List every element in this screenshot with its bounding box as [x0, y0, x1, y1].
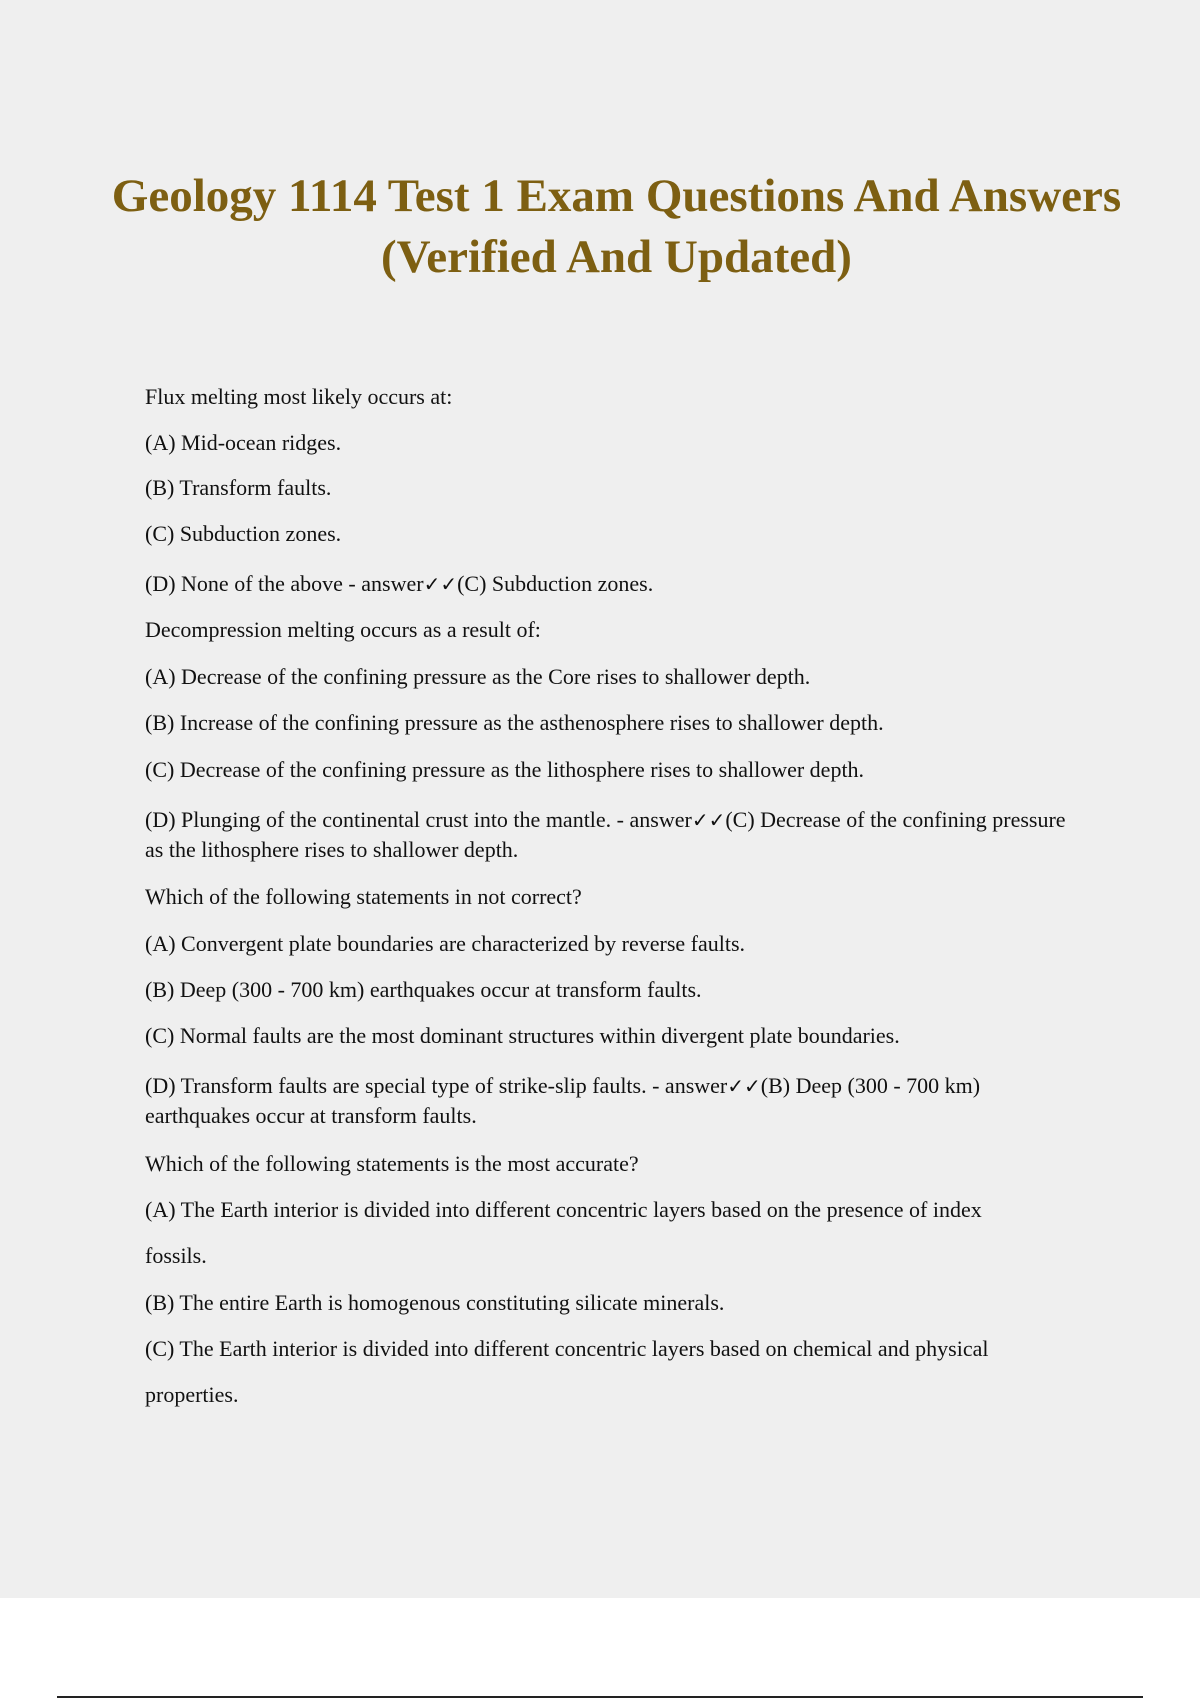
question-3-option-b: (B) Deep (300 - 700 km) earthquakes occur at transform faults. — [145, 977, 702, 1002]
question-4-option-c-line-1: (C) The Earth interior is divided into different concentric layers based on chemical and physical — [145, 1336, 989, 1361]
question-2-text: Decompression melting occurs as a result of: — [145, 617, 541, 642]
question-4-option-a-line-1: (A) The Earth interior is divided into different concentric layers based on the presence of index — [145, 1197, 982, 1222]
question-2-option-d-text: (D) Plunging of the continental crust into the mantle. - answer — [145, 807, 692, 832]
question-3-option-d-text: (D) Transform faults are special type of strike-slip faults. - answer — [145, 1073, 728, 1098]
question-3-option-c: (C) Normal faults are the most dominant structures within divergent plate boundaries. — [145, 1023, 900, 1048]
question-2-option-a: (A) Decrease of the confining pressure as the Core rises to shallower depth. — [145, 664, 811, 689]
question-1-option-b: (B) Transform faults. — [145, 475, 332, 500]
footer-divider — [57, 1696, 1143, 1698]
question-1-text: Flux melting most likely occurs at: — [145, 384, 453, 409]
document-title: Geology 1114 Test 1 Exam Questions And Answers (Verified And Updated) — [111, 170, 1122, 283]
question-2-answer: (C) Decrease of the confining pressure as the lithosphere rises to shallower depth. — [145, 807, 1066, 862]
question-3-answer: (B) Deep (300 - 700 km) earthquakes occur at transform faults. — [145, 1073, 981, 1128]
question-4-option-c-line-2: properties. — [145, 1382, 239, 1407]
question-1-option-c: (C) Subduction zones. — [145, 521, 342, 546]
question-4-option-b: (B) The entire Earth is homogenous constituting silicate minerals. — [145, 1290, 725, 1315]
question-1-option-a: (A) Mid-ocean ridges. — [145, 430, 342, 455]
question-4-text: Which of the following statements is the most accurate? — [145, 1151, 639, 1176]
question-2-option-d — [145, 805, 1075, 865]
question-1-option-d — [145, 569, 1075, 599]
check-mark-icon: ✓✓ — [691, 808, 726, 832]
question-1-option-d-text: (D) None of the above - answer — [145, 571, 424, 596]
question-4-option-a-line-2: fossils. — [145, 1243, 207, 1268]
check-mark-icon: ✓✓ — [423, 572, 458, 596]
question-3-text: Which of the following statements in not correct? — [145, 884, 582, 909]
question-1-answer: (C) Subduction zones. — [457, 571, 654, 596]
question-3-option-a: (A) Convergent plate boundaries are characterized by reverse faults. — [145, 931, 746, 956]
question-3-option-d — [145, 1071, 1075, 1131]
question-2-option-c: (C) Decrease of the confining pressure as the lithosphere rises to shallower depth. — [145, 757, 865, 782]
question-2-option-b: (B) Increase of the confining pressure as the asthenosphere rises to shallower depth. — [145, 710, 884, 735]
check-mark-icon: ✓✓ — [727, 1074, 761, 1098]
